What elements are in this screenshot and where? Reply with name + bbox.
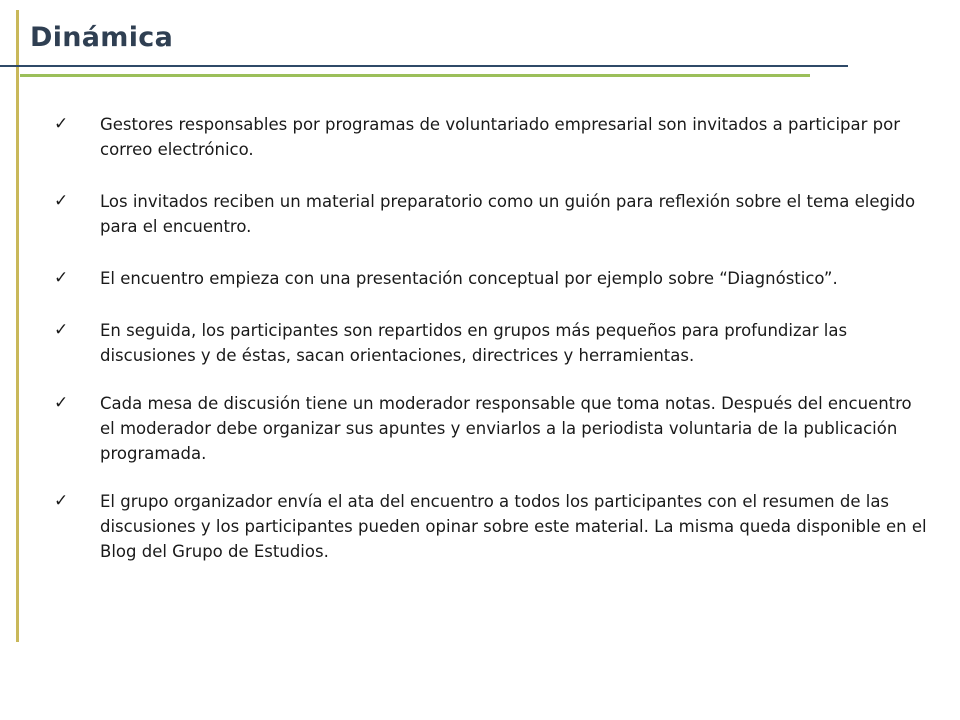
bullet-item [50, 189, 930, 239]
bullet-text: El encuentro empieza con una presentación conceptual por ejemplo sobre “Diagnóstico”. [100, 269, 838, 288]
bullet-text: Los invitados reciben un material preparatorio como un guión para reflexión sobre el tema elegido para el encuentro. [100, 192, 916, 236]
check-mark-icon: ✓ [54, 191, 69, 211]
bullet-item [50, 489, 930, 564]
slide-title: Dinámica [30, 22, 174, 53]
bullet-item [50, 266, 930, 291]
bullet-item [50, 391, 930, 466]
check-mark-icon: ✓ [54, 320, 69, 340]
bullet-text: Cada mesa de discusión tiene un moderador responsable que toma notas. Después del encuentro el moderador debe organizar sus apuntes y enviarlos a la periodista voluntaria de la publicación programada. [100, 394, 912, 463]
bullet-list [50, 112, 930, 591]
bullet-text: En seguida, los participantes son repartidos en grupos más pequeños para profundizar las discusiones y de éstas, sacan orientaciones, directrices y herramientas. [100, 321, 848, 365]
check-mark-icon: ✓ [54, 491, 69, 511]
bullet-text: Gestores responsables por programas de voluntariado empresarial son invitados a participar por correo electrónico. [100, 115, 901, 159]
bullet-text: El grupo organizador envía el ata del encuentro a todos los participantes con el resumen de las discusiones y los participantes pueden opinar sobre este material. La misma queda disponible en el Blog del Grupo de Estudios. [100, 492, 927, 561]
left-vertical-rule [16, 10, 19, 642]
title-underline-green [20, 74, 810, 77]
check-mark-icon: ✓ [54, 268, 69, 288]
check-mark-icon: ✓ [54, 114, 69, 134]
bullet-item [50, 112, 930, 162]
bullet-item [50, 318, 930, 368]
check-mark-icon: ✓ [54, 393, 69, 413]
title-underline-dark [0, 65, 848, 67]
